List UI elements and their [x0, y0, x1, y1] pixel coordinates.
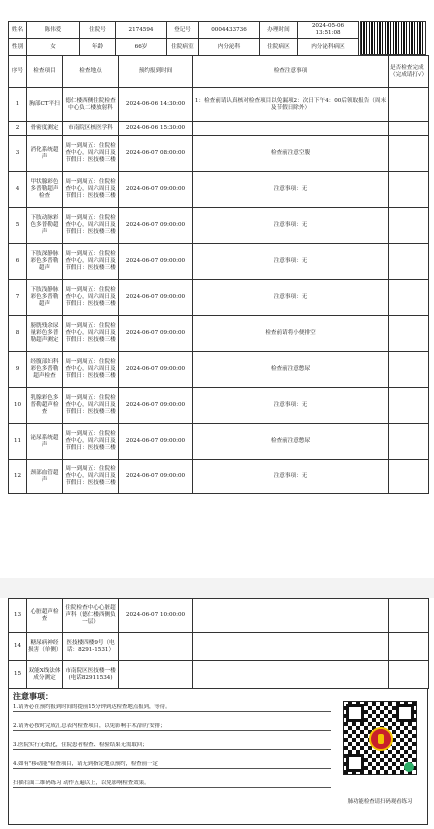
exam-note — [193, 661, 389, 689]
exam-note: 检查前注意憋尿 — [193, 352, 389, 388]
done-checkbox[interactable] — [389, 424, 429, 460]
exam-note — [193, 599, 389, 633]
exam-row — [9, 208, 429, 244]
barcode — [360, 21, 426, 55]
note-line: 2.请务必按时完成汇总表内检查项目，以免影响手术/治疗安排； — [13, 723, 331, 731]
exam-row — [9, 388, 429, 424]
patient-name: 陈伟爱 — [27, 22, 80, 39]
exam-note: 注意事项：无 — [193, 460, 389, 494]
hosp-no-label: 住院号 — [80, 22, 116, 39]
exam-note: 注意事项：无 — [193, 388, 389, 424]
exam-place: 周一到周五：住院检查中心，周六周日及节假日：医技楼三楼 — [63, 136, 119, 172]
row-no: 1 — [9, 88, 27, 122]
exam-row — [9, 122, 429, 136]
exam-item: 乳腺彩色多普勒超声检查 — [27, 388, 63, 424]
col-place: 检查地点 — [63, 56, 119, 88]
done-checkbox[interactable] — [389, 388, 429, 424]
exam-place: 周一到周五：住院检查中心，周六周日及节假日：医技楼三楼 — [63, 388, 119, 424]
exam-place: 周一到周五：住院检查中心，周六周日及节假日：医技楼三楼 — [63, 316, 119, 352]
row-no: 3 — [9, 136, 27, 172]
exam-note: 注意事项：无 — [193, 280, 389, 316]
patient-info-table — [8, 21, 359, 56]
done-checkbox[interactable] — [389, 244, 429, 280]
exam-row — [9, 424, 429, 460]
sex-label: 性别 — [9, 39, 27, 56]
appt-time: 2024-06-07 09:00:00 — [119, 424, 193, 460]
row-no: 9 — [9, 352, 27, 388]
row-no: 5 — [9, 208, 27, 244]
hospital-logo-icon — [369, 727, 393, 751]
wechat-icon — [404, 762, 414, 772]
row-no: 10 — [9, 388, 27, 424]
appt-time — [119, 633, 193, 661]
reg-no: 0004433736 — [199, 22, 260, 39]
done-checkbox[interactable] — [389, 136, 429, 172]
exam-place: 市南院区核医学科 — [63, 122, 119, 136]
exam-item: 膀胱残余尿量彩色多普勒超声测定 — [27, 316, 63, 352]
col-item: 检查项目 — [27, 56, 63, 88]
row-no: 6 — [9, 244, 27, 280]
appt-time: 2024-06-07 09:00:00 — [119, 352, 193, 388]
row-no: 14 — [9, 633, 27, 661]
col-appt: 预约报到时间 — [119, 56, 193, 88]
exam-place: 周一到周五：住院检查中心，周六周日及节假日：医技楼三楼 — [63, 208, 119, 244]
row-no: 8 — [9, 316, 27, 352]
exam-note: 注意事项：无 — [193, 208, 389, 244]
appt-time: 2024-06-06 14:30:00 — [119, 88, 193, 122]
row-no: 7 — [9, 280, 27, 316]
exam-item: 泌尿系统超声 — [27, 424, 63, 460]
exam-item: 经腹部妇科彩色多普勒超声检查 — [27, 352, 63, 388]
qr-caption: 肺功能检查请扫码观看练习 — [347, 799, 413, 805]
exam-row — [9, 316, 429, 352]
exam-table — [8, 55, 429, 494]
exam-note — [193, 633, 389, 661]
exam-item: 双能X线法体成分测定 — [27, 661, 63, 689]
time-label: 办理时间 — [260, 22, 298, 39]
done-checkbox[interactable] — [389, 633, 429, 661]
done-checkbox[interactable] — [389, 280, 429, 316]
row-no: 13 — [9, 599, 27, 633]
col-no: 序号 — [9, 56, 27, 88]
note-line: 1.请务必在预约报到时间的提前15分钟到达检查地点报到，等待。 — [13, 704, 331, 712]
note-line: 扫描右面二维码练习 动作五遍以上，以免影响检查效果。 — [13, 780, 331, 788]
qr-finder-pattern — [396, 704, 414, 722]
done-checkbox[interactable] — [389, 661, 429, 689]
row-no: 11 — [9, 424, 27, 460]
exam-place: 周一到周五：住院检查中心，周六周日及节假日：医技楼三楼 — [63, 460, 119, 494]
note-line: 3.医院实行无纸化，住院患者检查、检验结果无需取回； — [13, 742, 331, 750]
age-label: 年龄 — [80, 39, 116, 56]
exam-row — [9, 280, 429, 316]
exam-item: 甲状腺彩色多普勒超声检查 — [27, 172, 63, 208]
qr-code-block[interactable] — [337, 701, 423, 809]
hosp-no: 2174594 — [116, 22, 167, 39]
done-checkbox[interactable] — [389, 460, 429, 494]
exam-place: 周一到周五：住院检查中心，周六周日及节假日：医技楼三楼 — [63, 424, 119, 460]
sex-value: 女 — [27, 39, 80, 56]
exam-place: 德仁楼西侧住院检查中心负二楼放射科 — [63, 88, 119, 122]
col-notes: 检查注意事项 — [193, 56, 389, 88]
row-no: 4 — [9, 172, 27, 208]
exam-row — [9, 661, 429, 689]
exam-note: 检查前注意憋尿 — [193, 424, 389, 460]
exam-row — [9, 244, 429, 280]
guide-page-1 — [8, 0, 428, 578]
appt-time: 2024-06-07 10:00:00 — [119, 599, 193, 633]
appt-time: 2024-06-07 09:00:00 — [119, 280, 193, 316]
exam-row — [9, 599, 429, 633]
exam-item: 消化系统超声 — [27, 136, 63, 172]
done-checkbox[interactable] — [389, 208, 429, 244]
ward-label: 住院病室 — [167, 39, 199, 56]
area-value: 内分泌科病区 — [298, 39, 359, 56]
time-value: 2024-05-06 13:51:08 — [298, 22, 359, 39]
exam-item: 糖尿病神经损害（单侧） — [27, 633, 63, 661]
appt-time — [119, 661, 193, 689]
row-no: 12 — [9, 460, 27, 494]
exam-note: 注意事项：无 — [193, 172, 389, 208]
exam-place: 住院检查中心心脏超声科（德仁楼西侧负一层） — [63, 599, 119, 633]
exam-item: 下肢深静脉彩色多普勒超声 — [27, 244, 63, 280]
guide-page-2 — [8, 598, 428, 829]
exam-place: 周一到周五：住院检查中心，周六周日及节假日：医技楼三楼 — [63, 172, 119, 208]
appt-time: 2024-06-07 09:00:00 — [119, 460, 193, 494]
appt-time: 2024-06-07 09:00:00 — [119, 316, 193, 352]
exam-place: 周一到周五：住院检查中心，周六周日及节假日：医技楼三楼 — [63, 352, 119, 388]
exam-note: 1：检查前请认真核对检查项目以免漏项2：次日下午4：00后领取报告（周末及节假日除外） — [193, 88, 389, 122]
qr-finder-pattern — [346, 704, 364, 722]
exam-item: 下肢浅静脉彩色多普勒超声 — [27, 280, 63, 316]
appt-time: 2024-06-07 09:00:00 — [119, 244, 193, 280]
exam-note: 注意事项：无 — [193, 244, 389, 280]
appt-time: 2024-06-07 08:00:00 — [119, 136, 193, 172]
exam-place: 周一到周五：住院检查中心，周六周日及节假日：医技楼三楼 — [63, 244, 119, 280]
exam-row — [9, 633, 429, 661]
appt-time: 2024-06-07 09:00:00 — [119, 388, 193, 424]
exam-note — [193, 122, 389, 136]
appt-time: 2024-06-06 15:30:00 — [119, 122, 193, 136]
area-label: 住院病区 — [260, 39, 298, 56]
ward-value: 内分泌科 — [199, 39, 260, 56]
exam-place: 市南院区医技楼一楼(电话82911534) — [63, 661, 119, 689]
notes-section — [8, 688, 428, 825]
appt-time: 2024-06-07 09:00:00 — [119, 172, 193, 208]
done-checkbox[interactable] — [389, 352, 429, 388]
done-checkbox[interactable] — [389, 599, 429, 633]
page-gap — [0, 578, 434, 598]
exam-place: 周一到周五：住院检查中心，周六周日及节假日：医技楼三楼 — [63, 280, 119, 316]
done-checkbox[interactable] — [389, 172, 429, 208]
exam-note: 检查前注意空腹 — [193, 136, 389, 172]
exam-row — [9, 136, 429, 172]
exam-row — [9, 88, 429, 122]
exam-row — [9, 352, 429, 388]
exam-item: 下肢动脉彩色多普勒超声 — [27, 208, 63, 244]
done-checkbox[interactable] — [389, 88, 429, 122]
row-no: 2 — [9, 122, 27, 136]
notes-title: 注意事项： — [13, 691, 53, 701]
reg-no-label: 登记号 — [167, 22, 199, 39]
row-no: 15 — [9, 661, 27, 689]
age-value: 66岁 — [116, 39, 167, 56]
exam-table-continued — [8, 598, 429, 689]
exam-row — [9, 172, 429, 208]
qr-finder-pattern — [346, 754, 364, 772]
exam-note: 检查前请将小便排空 — [193, 316, 389, 352]
appt-time: 2024-06-07 09:00:00 — [119, 208, 193, 244]
exam-item: 骨密度测定 — [27, 122, 63, 136]
qr-code[interactable] — [343, 701, 417, 775]
done-checkbox[interactable] — [389, 122, 429, 136]
done-checkbox[interactable] — [389, 316, 429, 352]
exam-item: 颈部血管超声 — [27, 460, 63, 494]
exam-item: 胸部CT平扫 — [27, 88, 63, 122]
note-line: 4.如有"移动能"检查项目，请无到指定地点预约，检查前一定 — [13, 761, 331, 769]
exam-place: 医技楼四楼9号（电话：8291-1531） — [63, 633, 119, 661]
col-done: 是否检查完成（完成请打√） — [389, 56, 429, 88]
name-label: 姓名 — [9, 22, 27, 39]
exam-row — [9, 460, 429, 494]
exam-item: 心脏超声检查 — [27, 599, 63, 633]
